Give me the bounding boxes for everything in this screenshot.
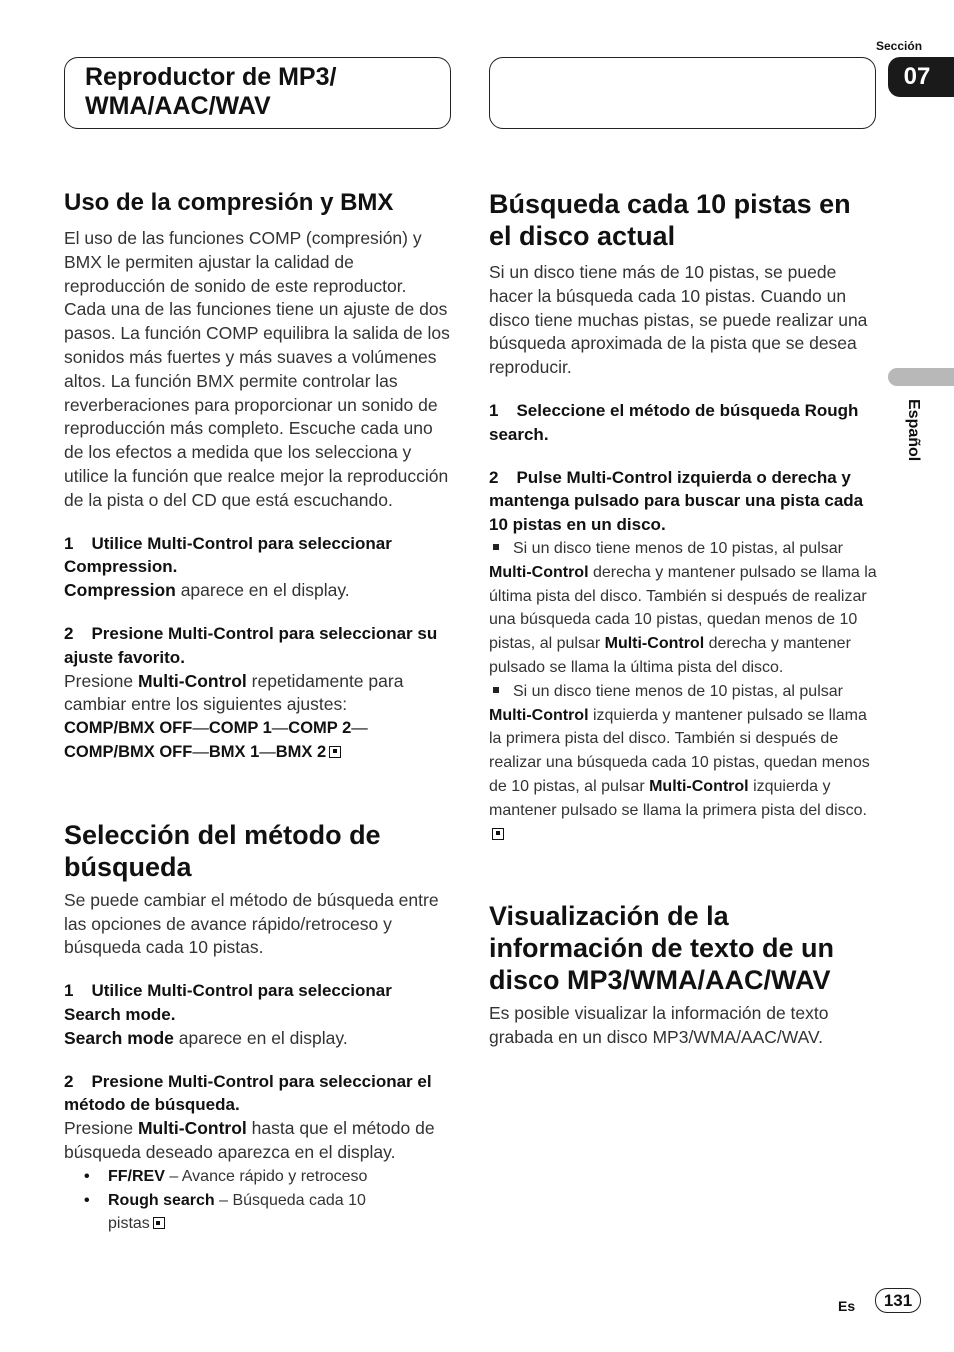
heading-10-track-search: Búsqueda cada 10 pistas en el disco actual	[489, 189, 851, 251]
control-name: Multi-Control	[649, 777, 749, 795]
seq-item: BMX 2	[275, 742, 327, 761]
step-2-search-detail	[64, 1117, 452, 1165]
left-column	[64, 188, 452, 1236]
bullet-ff-rev	[64, 1165, 452, 1189]
end-mark-icon	[329, 746, 341, 758]
bullet-term: FF/REV	[108, 1167, 165, 1185]
square-bullet-icon	[493, 687, 499, 693]
heading-text-info: Visualización de la información de texto de un disco MP3/WMA/AAC/WAV	[489, 901, 835, 996]
step-text: Utilice Multi-Control para seleccionar Search mode.	[64, 981, 392, 1024]
step-2-compression	[64, 622, 452, 670]
note-text: Si un disco tiene menos de 10 pistas, al pulsar	[513, 539, 843, 557]
step-2-search	[64, 1070, 452, 1118]
step-2-detail	[64, 670, 452, 718]
step-text: Utilice Multi-Control para seleccionar Compression.	[64, 533, 392, 577]
step-1-compression	[64, 532, 452, 580]
step-text: Presione Multi-Control para seleccionar su ajuste favorito.	[64, 623, 438, 667]
note-text: izquierda y mantener pulsado se llama la primera pista del disco.	[489, 777, 867, 819]
step-2-rough	[489, 466, 877, 537]
header-title-box	[64, 57, 451, 129]
step-text: Pulse Multi-Control izquierda o derecha y mantenga pulsado para buscar una pista cada 10 pistas en un disco.	[489, 467, 864, 535]
step-text: Seleccione el método de búsqueda Rough search.	[489, 400, 859, 444]
seq-item: COMP 2	[288, 719, 352, 738]
seq-dash: —	[192, 719, 209, 738]
seq-dash: —	[259, 742, 276, 761]
note-right-press	[489, 537, 877, 680]
intro-10-track-search: Si un disco tiene más de 10 pistas, se puede hacer la búsqueda cada 10 pistas. Cuando un disco tiene muchas pistas, se puede realizar una búsqueda aproximada de la pista que se desea reproducir.	[489, 262, 868, 378]
result-text: aparece en el display.	[175, 580, 350, 601]
step-text: Presione Multi-Control para seleccionar el método de búsqueda.	[64, 1071, 432, 1115]
seq-dash: —	[271, 719, 289, 738]
bullet-desc: – Avance rápido y retroceso	[164, 1167, 368, 1185]
seq-dash: —	[192, 742, 209, 761]
note-left-press	[489, 680, 877, 847]
note-text: derecha y mantener pulsado se llama la última pista del disco. También si después de realizar una búsqueda cada 10 pistas, quedan menos de 10 pistas, al pulsar	[489, 563, 877, 653]
seq-item: COMP/BMX OFF	[64, 719, 193, 738]
bullet-term: Rough search	[108, 1191, 215, 1209]
language-tab-marker	[888, 368, 954, 386]
result-text: aparece en el display.	[173, 1027, 348, 1048]
intro-text-info: Es posible visualizar la información de texto grabada en un disco MP3/WMA/AAC/WAV.	[489, 1003, 829, 1048]
seq-dash: —	[351, 719, 368, 738]
seq-item: COMP/BMX OFF	[64, 742, 193, 761]
bullet-desc: – Búsqueda cada 10 pistas	[108, 1191, 366, 1233]
heading-search-method: Selección del método de búsqueda	[64, 819, 381, 882]
step-number: 1	[64, 533, 74, 553]
step-number: 1	[64, 981, 74, 1001]
step-1-result	[64, 579, 452, 603]
note-text: derecha y mantener pulsado se llama la última pista del disco.	[489, 635, 851, 676]
control-name: Multi-Control	[137, 670, 247, 691]
note-text: Si un disco tiene menos de 10 pistas, al pulsar	[513, 682, 843, 700]
control-name: Multi-Control	[489, 563, 589, 581]
step-number: 2	[64, 623, 74, 643]
page-number: 131	[875, 1288, 921, 1313]
bullet-dot-icon: •	[84, 1191, 90, 1209]
bullet-dot-icon: •	[84, 1167, 90, 1185]
step-number: 2	[64, 1071, 74, 1091]
detail-post: repetidamente para cambiar entre los siguientes ajustes:	[64, 670, 404, 715]
language-tab-label: Español	[905, 399, 922, 462]
bullet-rough-search	[64, 1189, 408, 1237]
control-name: Multi-Control	[137, 1118, 247, 1139]
section-number-badge: 07	[888, 57, 954, 97]
intro-compression-bmx: El uso de las funciones COMP (compresión) y BMX le permiten ajustar la calidad de reproducción de sonido de este reproductor. Cada una de las funciones tiene un ajuste de dos pasos. La función COMP equilibra la salida de los sonidos más fuertes y más suaves a volúmenes altos. La función BMX permite controlar las reverberaciones para proporcionar un sonido de reproducción más completo. Escuche cada uno de los efectos a medida que los selecciona y utilice la función que realce mejor la reproducción de la pista o del CD que está escuchando.	[64, 228, 450, 510]
step-number: 2	[489, 467, 499, 487]
square-bullet-icon	[493, 544, 499, 550]
end-mark-icon	[492, 828, 504, 840]
step-1-search	[64, 979, 452, 1027]
display-value: Search mode	[64, 1027, 174, 1048]
step-1-search-result	[64, 1027, 452, 1051]
detail-pre: Presione	[64, 670, 138, 691]
seq-item: COMP 1	[208, 719, 272, 738]
control-name: Multi-Control	[604, 635, 705, 653]
detail-post: hasta que el método de búsqueda deseado aparezca en el display.	[64, 1118, 435, 1162]
header-empty-box	[489, 57, 876, 129]
display-value: Compression	[64, 580, 176, 601]
right-column	[489, 188, 877, 1050]
end-mark-icon	[153, 1217, 165, 1229]
section-label: Sección	[876, 39, 923, 53]
intro-search-method: Se puede cambiar el método de búsqueda entre las opciones de avance rápido/retroceso y búsqueda cada 10 pistas.	[64, 889, 439, 958]
seq-item: BMX 1	[208, 742, 260, 761]
step-1-rough	[489, 399, 877, 447]
control-name: Multi-Control	[489, 706, 589, 724]
note-text: izquierda y mantener pulsado se llama la primera pista del disco. También si después de realizar una búsqueda cada 10 pistas, quedan menos de 10 pistas, al pulsar	[489, 706, 870, 795]
detail-pre: Presione	[64, 1118, 138, 1139]
footer-lang: Es	[838, 1298, 856, 1314]
heading-compression-bmx: Uso de la compresión y BMX	[64, 189, 394, 216]
settings-sequence	[64, 717, 452, 765]
step-number: 1	[489, 400, 499, 420]
header-title: Reproductor de MP3/ WMA/AAC/WAV	[85, 63, 337, 120]
